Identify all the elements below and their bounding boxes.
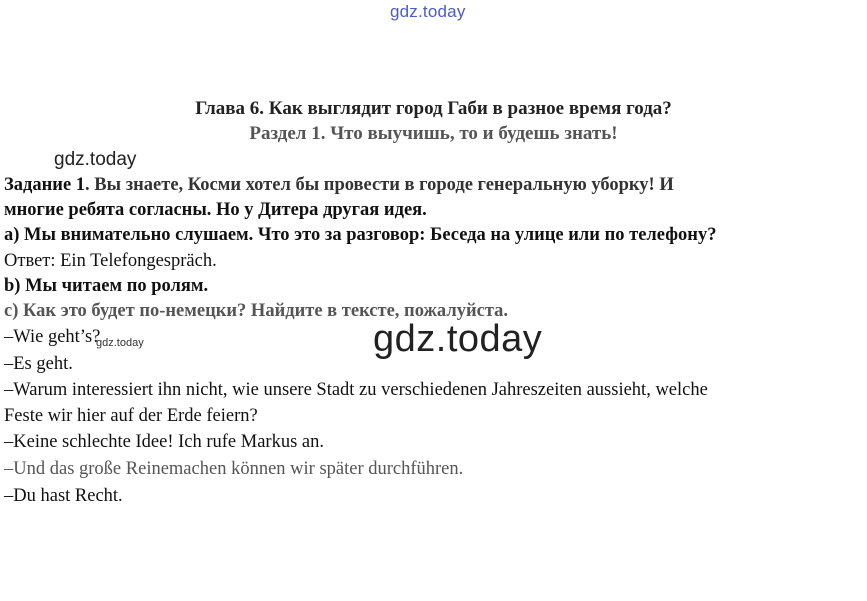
task-line-2: многие ребята согласны. Но у Дитера другая идея. bbox=[4, 200, 427, 220]
part-c: c) Как это будет по-немецки? Найдите в тексте, пожалуйста. bbox=[4, 301, 509, 321]
dialogue-line-3: –Warum interessiert ihn nicht, wie unsere Stadt zu verschiedenen Jahreszeiten aussieht, welche bbox=[4, 380, 708, 400]
dialogue-line-5: –Keine schlechte Idee! Ich rufe Markus an. bbox=[4, 432, 325, 452]
part-b: b) Мы читаем по ролям. bbox=[4, 276, 209, 296]
watermark-top: gdz.today bbox=[390, 2, 466, 21]
watermark-tiny: gdz.today bbox=[96, 337, 144, 349]
task-text-1: . Вы знаете, Косми хотел бы провести в городе генеральную уборку! И bbox=[85, 175, 674, 195]
dialogue-line-4: Feste wir hier auf der Erde feiern? bbox=[4, 406, 258, 426]
part-a: а) Мы внимательно слушаем. Что это за разговор: Беседа на улице или по телефону? bbox=[4, 225, 717, 245]
chapter-heading: Глава 6. Как выглядит город Габи в разное время года? bbox=[195, 98, 672, 119]
dialogue-line-2: –Es geht. bbox=[4, 354, 73, 374]
watermark-small: gdz.today bbox=[54, 149, 137, 170]
dialogue-line-1: –Wie geht’s? bbox=[4, 327, 101, 347]
task-line-1 bbox=[4, 174, 862, 196]
answer-line: Ответ: Ein Telefongespräch. bbox=[4, 251, 217, 271]
section-heading: Раздел 1. Что выучишь, то и будешь знать! bbox=[249, 123, 618, 144]
dialogue-line-7: –Du hast Recht. bbox=[4, 486, 123, 506]
dialogue-line-6: –Und das große Reinemachen können wir später durchführen. bbox=[4, 459, 464, 479]
task-label: Задание 1 bbox=[4, 175, 86, 195]
watermark-big: gdz.today bbox=[373, 318, 543, 360]
